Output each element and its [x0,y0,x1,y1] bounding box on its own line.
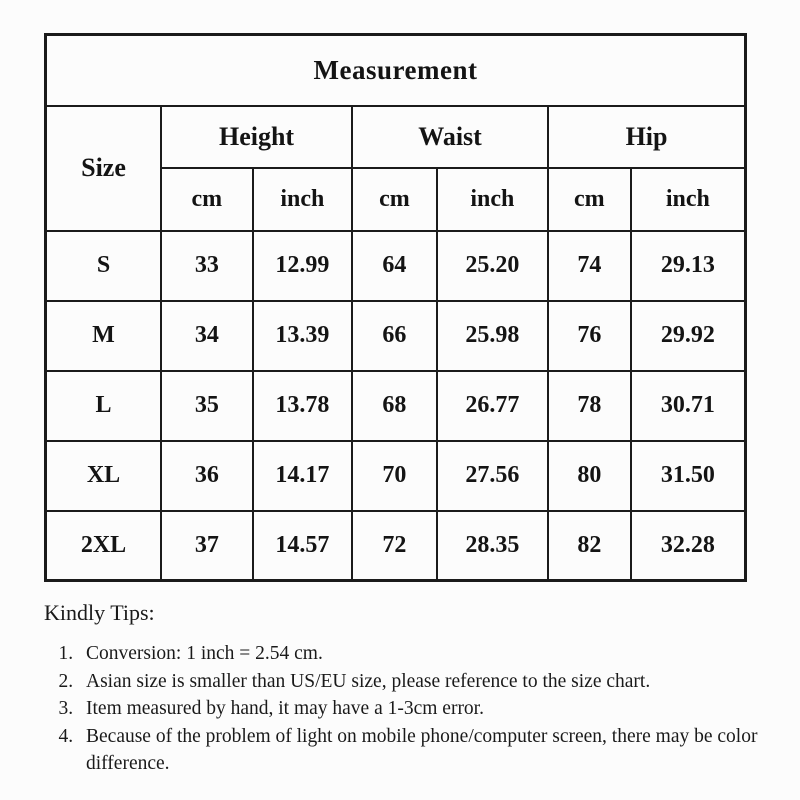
hip-cm-value: 80 [548,441,631,511]
hip-inch-value: 29.13 [631,231,746,301]
table-row-l [46,371,746,441]
height-cm-value: 34 [161,301,253,371]
waist-inch-value: 25.20 [437,231,548,301]
measurement-table [44,33,747,582]
tip-item-asian-size: 2. Asian size is smaller than US/EU size, please reference to the size chart. [78,668,776,696]
size-label: L [46,371,161,441]
tips-section [44,600,776,778]
table-row-xl [46,441,746,511]
group-header-waist: Waist [352,106,548,168]
waist-inch-value: 25.98 [437,301,548,371]
tip-item-color-difference: 4. Because of the problem of light on mobile phone/computer screen, there may be color difference. [78,723,776,778]
hip-cm-value: 74 [548,231,631,301]
group-header-height: Height [161,106,352,168]
table-group-header-row [46,106,746,168]
tip-item-conversion: 1. Conversion: 1 inch = 2.54 cm. [78,640,776,668]
table-row-m [46,301,746,371]
unit-header-hip-cm: cm [548,168,631,231]
waist-cm-value: 68 [352,371,437,441]
waist-inch-value: 28.35 [437,511,548,581]
waist-cm-value: 64 [352,231,437,301]
tips-heading: Kindly Tips: [44,600,155,625]
tip-item-hand-measure: 3. Item measured by hand, it may have a 1-3cm error. [78,695,776,723]
height-cm-value: 33 [161,231,253,301]
height-inch-value: 12.99 [253,231,352,301]
size-column-header: Size [46,106,161,231]
unit-header-hip-inch: inch [631,168,746,231]
hip-inch-value: 31.50 [631,441,746,511]
hip-cm-value: 76 [548,301,631,371]
height-inch-value: 14.17 [253,441,352,511]
hip-inch-value: 29.92 [631,301,746,371]
height-cm-value: 35 [161,371,253,441]
hip-cm-value: 78 [548,371,631,441]
unit-header-height-inch: inch [253,168,352,231]
height-inch-value: 13.39 [253,301,352,371]
waist-cm-value: 66 [352,301,437,371]
waist-inch-value: 27.56 [437,441,548,511]
table-row-2xl [46,511,746,581]
height-inch-value: 13.78 [253,371,352,441]
group-header-hip: Hip [548,106,745,168]
table-title-row [46,35,746,106]
size-label: XL [46,441,161,511]
table-row-s [46,231,746,301]
table-title: Measurement [46,35,746,106]
unit-header-waist-inch: inch [437,168,548,231]
height-inch-value: 14.57 [253,511,352,581]
tips-list [46,640,776,778]
waist-inch-value: 26.77 [437,371,548,441]
size-label: M [46,301,161,371]
waist-cm-value: 72 [352,511,437,581]
unit-header-waist-cm: cm [352,168,437,231]
size-label: S [46,231,161,301]
unit-header-height-cm: cm [161,168,253,231]
hip-inch-value: 30.71 [631,371,746,441]
height-cm-value: 36 [161,441,253,511]
hip-inch-value: 32.28 [631,511,746,581]
size-label: 2XL [46,511,161,581]
height-cm-value: 37 [161,511,253,581]
waist-cm-value: 70 [352,441,437,511]
hip-cm-value: 82 [548,511,631,581]
